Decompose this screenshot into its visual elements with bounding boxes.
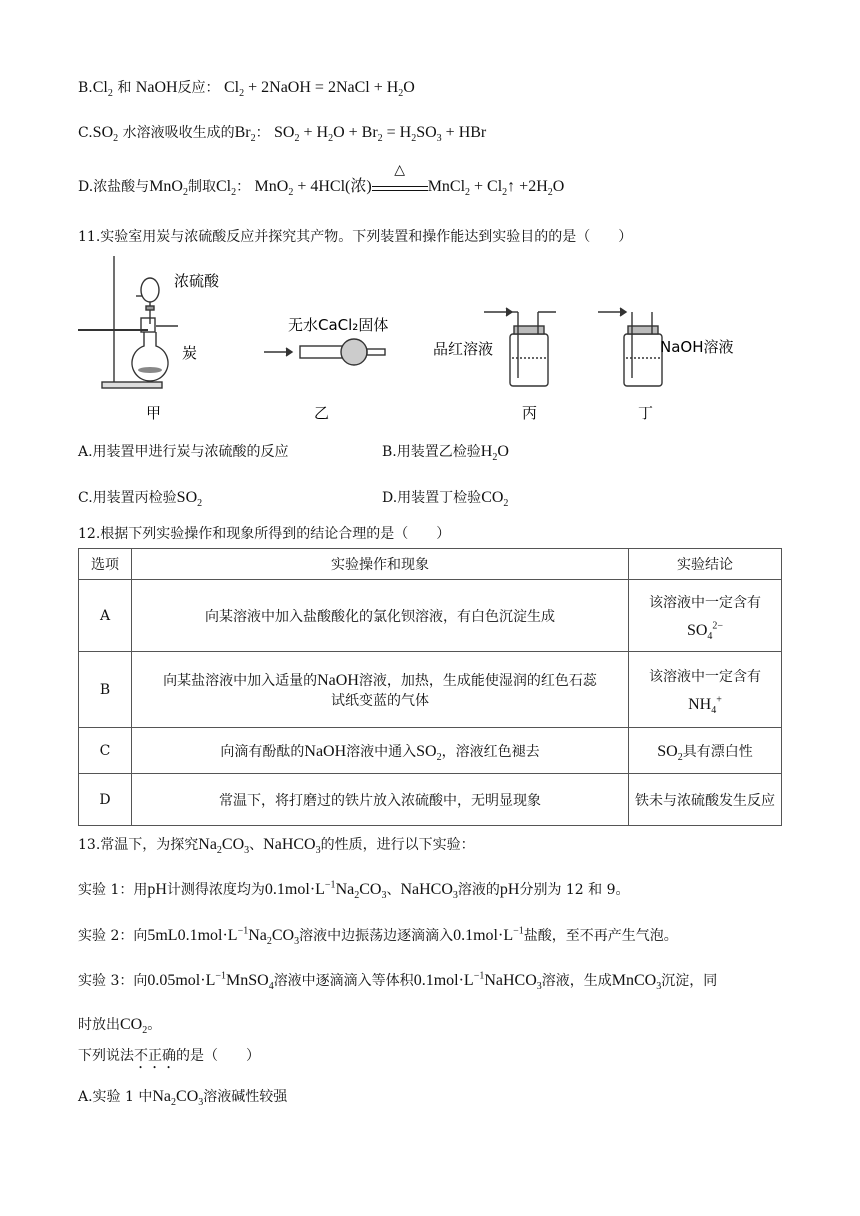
connector-text: 反应：	[177, 80, 220, 96]
header-operation: 实验操作和现象	[132, 549, 629, 580]
row-operation: 常温下，将打磨过的铁片放入浓硫酸中，无明显现象	[132, 774, 629, 826]
equation: $SO_2 + H_2O + Br_2 = H_2SO_3$ + HBr	[274, 124, 487, 145]
caption-bing: 丙	[522, 404, 538, 422]
question-11-title: 11.实验室用炭与浓硫酸反应并探究其产物。下列装置和操作能达到实验目的的是（ ）	[78, 229, 633, 245]
label-conc-acid: 浓硫酸	[174, 272, 220, 290]
q11-option-a: A.用装置甲进行炭与浓硫酸的反应	[78, 444, 289, 460]
question-12-title: 12.根据下列实验操作和现象所得到的结论合理的是（ ）	[78, 526, 451, 542]
table-row	[79, 580, 782, 652]
option-d: D.浓盐酸与MnO$_2$制取$Cl_2$： MnO$_2$ + 4HCl(浓) △ MnCl$_2$ + $Cl_2↑ +2H_2O$	[78, 176, 564, 198]
connector-text: 和	[117, 80, 132, 96]
header-option: 选项	[79, 549, 132, 580]
apparatus-figure	[78, 254, 778, 424]
option-label: D.	[78, 179, 94, 195]
table-row	[79, 652, 782, 728]
experiment-1: 实验 1：用pH计测得浓度均为$0.1mol\cdot L^{-1}Na_2CO_3$、NaHCO$_3$溶液的pH分别为 12 和 9。	[78, 879, 630, 902]
apparatus-yi	[264, 339, 385, 365]
caption-jia: 甲	[146, 404, 162, 422]
heat-symbol: △	[394, 163, 406, 178]
q11-option-b: B.用装置乙检验$H_2O$	[382, 443, 509, 464]
experiment-table	[78, 548, 782, 826]
apparatus-jia	[78, 256, 178, 388]
q11-option-c: C.用装置丙检验$SO_2$	[78, 489, 203, 510]
experiment-2: 实验 2：向$5mL0.1mol\cdot L^{-1}Na_2CO_3$溶液中边振荡边逐滴滴入$0.1mol\cdot L^{-1}$盐酸，至不再产生气泡。	[78, 925, 678, 948]
caption-ding: 丁	[638, 404, 654, 422]
emphasis-text: 不正确	[134, 1048, 176, 1064]
row-conclusion: $SO_2$具有漂白性	[629, 728, 782, 774]
apparatus-ding	[598, 308, 662, 386]
row-conclusion: 该溶液中一定含有 $NH_4^+$	[629, 652, 782, 728]
equation: $Cl_2$ + 2NaOH = 2NaCl + $H_2O$	[224, 79, 415, 100]
apparatus-drawing	[78, 254, 778, 424]
row-option: D	[79, 774, 132, 826]
label-carbon: 炭	[182, 344, 198, 362]
row-option: C	[79, 728, 132, 774]
row-operation: 向某溶液中加入盐酸酸化的氯化钡溶液，有白色沉淀生成	[132, 580, 629, 652]
label-pinhong: 品红溶液	[433, 340, 494, 358]
row-operation: 向某盐溶液中加入适量的NaOH溶液，加热，生成能使湿润的红色石蕊 试纸变蓝的气体	[132, 652, 629, 728]
table-header-row	[79, 549, 782, 580]
option-label: B.	[78, 80, 93, 96]
connector-text: 浓盐酸与	[93, 179, 150, 195]
option-c: $C.SO_2$ 水溶液吸收生成的$Br_2$： $SO_2 + H_2O + Br_2 = H_2SO_3$ + HBr	[78, 124, 487, 145]
apparatus-bing	[484, 308, 556, 386]
option-b: $B.Cl_2$ 和 NaOH反应： $Cl_2$ + 2NaOH = 2NaCl + $H_2O$	[78, 79, 415, 100]
table-row	[79, 728, 782, 774]
q13-option-a: A.实验 1 中$Na_2CO_3$溶液碱性较强	[78, 1088, 288, 1109]
question-13-ask: 下列说法不正确的是（ ）	[78, 1048, 260, 1064]
label-cacl2: 无水CaCl₂固体	[288, 316, 389, 334]
row-conclusion: 铁未与浓硫酸发生反应	[629, 774, 782, 826]
row-conclusion: 该溶液中一定含有 $SO_4^{2-}$	[629, 580, 782, 652]
header-conclusion: 实验结论	[629, 549, 782, 580]
connector-text: 制取	[187, 179, 216, 195]
question-13-title: 13.常温下，为探究$Na_2CO_3$、NaHCO$_3$的性质，进行以下实验：	[78, 836, 475, 857]
label-naoh: NaOH溶液	[660, 338, 734, 356]
connector-text: 水溶液吸收生成的	[122, 125, 235, 141]
row-option: B	[79, 652, 132, 728]
row-option: A	[79, 580, 132, 652]
experiment-3: 实验 3：向$0.05mol\cdot L^{-1}MnSO_4$溶液中逐滴滴入等体积$0.1mol\cdot L^{-1}NaHCO_3$溶液，生成MnCO$_3$沉淀，同	[78, 970, 718, 993]
caption-yi: 乙	[314, 404, 330, 422]
experiment-3-cont: 时放出$CO_2$。	[78, 1016, 162, 1037]
row-operation: 向滴有酚酞的NaOH溶液中通入$SO_2$，溶液红色褪去	[132, 728, 629, 774]
option-label: C.	[78, 125, 93, 141]
table-row	[79, 774, 782, 826]
equation: MnO$_2$ + 4HCl(浓) △ MnCl$_2$ + $Cl_2↑ +2H_2O$	[255, 178, 565, 195]
q11-option-d: D.用装置丁检验$CO_2$	[382, 489, 509, 510]
